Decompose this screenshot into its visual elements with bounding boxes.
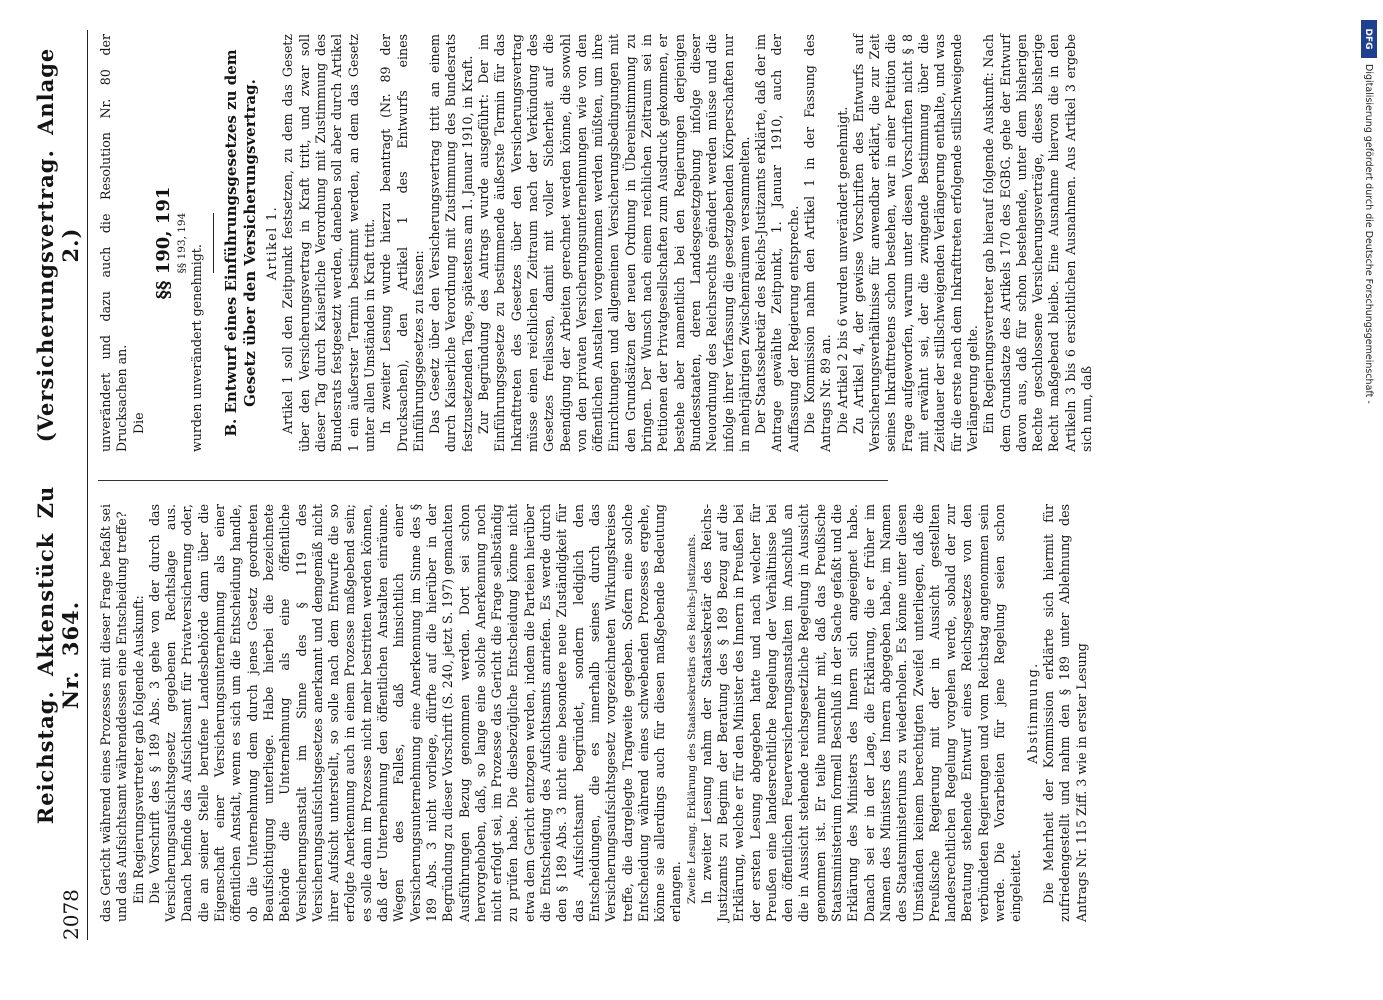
paragraph-r15: Zu Artikel 4, der gewisse Vorschriften des Entwurfs auf Versicherungsverhältnisse für anwendbar erklärt, die zur Zeit seines Inkrafttretens schon bestehen, war in einer Petition die Frage aufgeworfen, warum unter diesen Vorschriften nicht § 8 mit erwähnt sei, der die zwingende Bestimmung über die Zeitdauer der stillschweigenden Verlängerung enthalte, und was für die erste nach dem Inkrafttreten erfolgende stillschweigende Verlängerung gelte. <box>850 34 980 452</box>
paragraph-r4: §§ 193, 194 <box>175 212 188 274</box>
section-separator <box>213 213 214 273</box>
digitization-credit <box>1361 20 1377 490</box>
paragraph-r11: Zur Begründung des Antrags wurde ausgeführt: Der im Einführungsgesetze zu bestimmende äußerste Termin für das Inkrafttreten des Gesetzes über den Versicherungsvertrag müsse einen reichlichen Zeitraum nach der Verkündung des Gesetzes freilassen, damit mit voller Sicherheit auf die Beendigung der Arbeiten gerechnet werden könne, die sowohl von den privaten Versicherungsunternehmungen wie von den öffentlichen Anstalten vorgenommen werden müßten, um ihre Einrichtungen und allgemeinen Versicherungsbedingungen mit den Grundsätzen der neuen Ordnung in Übereinstimmung zu bringen. Der Wunsch nach einem reichlichen Zeitraum sei in Petitionen der Privatgesellschaften zum Ausdruck gekommen, er bestehe aber namentlich bei den Regierungen derjenigen Bundesstaaten, deren Landesgesetzgebung infolge dieser Neuordnung des Reichsrechts geändert werden müsse und die infolge ihrer Verfassung die gesetzgebenden Körperschaften nur in mehrjährigen Zwischenräumen versammelten. <box>476 34 752 452</box>
paragraph-r7: Artikel 1. <box>264 205 280 281</box>
paragraph-p7: Die Mehrheit der Kommission erklärte sich hiermit für zufriedengestellt und nahm den § 189 unter Ablehnung des Antrags Nr. 115 Ziff. 3 wie in erster Lesung <box>1040 504 1089 922</box>
paragraph-p1: das Gericht während eines Prozesses mit dieser Frage befaßt sei und das Aufsichtsamt währenddessen eine Entscheidung treffe? <box>98 504 130 922</box>
paragraph-p3: Die Vorschrift des § 189 Abs. 3 gehe von der durch das Versicherungsaufsichtsgesetz gegebenen Rechtslage aus. Danach befinde das Aufsichtsamt für Privatversicherung oder, die an seiner Stelle berufene Landesbehörde dann über die Eigenschaft einer Versicherungsunternehmung als einer öffentlichen Anstalt, wenn es sich um die Entscheidung handle, ob die Unternehmung dem durch jenes Gesetz geordneten Beaufsichtigung unterliege. Habe hierbei die bezeichnete Behörde die Unternehmung als eine öffentliche Versicherungsanstalt im Sinne des § 119 des Versicherungsaufsichtsgesetzes anerkannt und demgemäß nicht ihrer Aufsicht unterstellt, so solle nach dem Entwurfe die so erfolgte Anerkennung auch in einem Prozesse maßgebend sein; es solle dann im Prozesse nicht mehr bestritten werden können, daß der Unternehmung den öffentlichen Anstalten einräume. Wegen des Falles, daß hinsichtlich einer Versicherungsunternehmung eine Anerkennung im Sinne des § 189 Abs. 3 nicht vorliege, dürfte auf die hierüber in der Begründung zu dieser Vorschrift (S. 240, jetzt S. 197) gemachten Ausführungen Bezug genommen werden. Dort sei schon hervorgehoben, daß, so lange eine solche Anerkennung noch nicht erfolgt sei, im Prozesse das Gericht die Frage selbständig zu prüfen habe. Die diesbezügliche Entscheidung könne nicht etwa dem Gericht entzogen werden, indem die Parteien hierüber die Entscheidung des Aufsichtsamts anriefen. Es werde durch den § 189 Abs. 3 nicht eine besondere neue Zuständigkeit für das Aufsichtsamt begründet, sondern lediglich den Entscheidungen, die es innerhalb seines durch das Versicherungsaufsichtsgesetz vorgezeichneten Wirkungskreises treffe, die dargelegte Tragweite gegeben. Sofern eine solche Entscheidung während eines schwebenden Prozesses ergehe, könne sie allerdings auch für diesen maßgebende Bedeutung erlangen. <box>146 504 684 922</box>
paragraph-r16: Ein Regierungsvertreter gab hierauf folgende Auskunft: Nach dem Grundsatze des Artikels 170 des EGBG. gehe der Entwurf davon aus, daß für schon bestehende, unter dem bisherigen Rechte geschlossene Versicherungsverträge, dieses bisherige Recht maßgebend bleibe. Eine Ausnahme hiervon die in den Artikeln 3 bis 6 ersichtlichen Ausnahmen. Aus Artikel 3 ergebe sich nun, daß <box>981 34 1095 452</box>
paragraph-p6: Abstimmung. <box>1024 662 1040 764</box>
column-divider <box>98 480 888 481</box>
paragraph-r13: Die Kommission nahm den Artikel 1 in der Fassung des Antrags Nr. 89 an. <box>801 34 834 452</box>
paragraph-r14: Die Artikel 2 bis 6 wurden unverändert genehmigt. <box>834 106 850 434</box>
paragraph-r6: B. Entwurf eines Einführungsgesetzes zu dem Gesetz über den Versicherungsvertrag. <box>222 49 260 437</box>
left-running-title: Reichstag. Aktenstück Zu Nr. 364. <box>33 485 83 825</box>
paragraph-r2: Die <box>130 412 146 434</box>
paragraph-p5: In zweiter Lesung nahm der Staatssekretär des Reichs-Justizamts zu Beginn der Beratung des § 189 Bezug auf die Erklärung, welche er für den Minister des Innern in Preußen bei der ersten Lesung abgegeben hatte und nach welcher für Preußen eine landesrechtliche Regelung der Verhältnisse bei den öffentlichen Feuerversicherungsanstalten im Anschluß an die in Aussicht stehende reichsgesetzliche Regelung in Aussicht genommen ist. Er teilte nunmehr mit, daß das Preußische Staatsministerium formell Beschluß in der Sache gefaßt und die Erklärung des Ministers des Innern sich angeeignet habe. Danach sei er in der Lage, die Erklärung, die er früher im Namen des Ministers des Innern abgegeben habe, im Namen des Staatsministeriums zu wiederholen. Es könne unter diesen Umständen keinem berechtigten Zweifel unterliegen, daß die Preußische Regierung mit der in Aussicht gestellten landesrechtlichen Regelung vorgehen werde, sobald der zur Beratung stehende Entwurf eines Reichsgesetzes von den verbündeten Regierungen und vom Reichstag angenommen sein werde. Die Vorarbeiten für jene Regelung seien schon eingeleitet. <box>698 504 1024 922</box>
right-column <box>98 34 1095 452</box>
paragraph-r3: §§ 190, 191 <box>152 186 174 300</box>
digitization-credit-text: Digitalisierung gefördert durch die Deutsche Forschungsgemeinschaft - <box>1363 64 1374 404</box>
left-column <box>98 504 1089 922</box>
right-running-title: (Versicherungsvertrag. Anlage 2.) <box>33 47 83 443</box>
paragraph-r1: unverändert und dazu auch die Resolution Nr. 80 der Drucksachen an. <box>98 34 130 452</box>
dfg-logo-icon <box>1361 20 1377 58</box>
paragraph-p4: Zweite Lesung. Erklärung des Staatssekretärs des Reichs-Justizamts. <box>685 533 698 904</box>
page-number: 2078 <box>59 889 83 940</box>
paragraph-r8: Artikel 1 soll den Zeitpunkt festsetzen, zu dem das Gesetz über den Versicherungsvertrag in Kraft tritt, und zwar soll dieser Tag durch Kaiserliche Verordnung mit Zustimmung des Bundesrats festgesetzt werden, daneben soll aber durch Artikel 1 ein äußerster Termin bestimmt werden, an dem das Gesetz unter allen Umständen in Kraft tritt. <box>280 34 377 452</box>
dfg-logo-text: DFG <box>1363 28 1373 50</box>
paragraph-r5: wurden unverändert genehmigt. <box>188 244 204 452</box>
paragraph-r12: Der Staatssekretär des Reichs-Justizamts erklärte, daß der im Antrage gewählte Zeitpunkt, 1. Januar 1910, auch der Auffassung der Regierung entspreche. <box>753 34 801 452</box>
paragraph-r10: Das Gesetz über den Versicherungsvertrag tritt an einem durch Kaiserliche Verordnung mit Zustimmung des Bundesrats festzusetzenden Tage, spätestens am 1. Januar 1910, in Kraft. <box>427 34 475 452</box>
paragraph-p2: Ein Regierungsvertreter gab folgende Auskunft: <box>130 595 146 904</box>
page-header <box>33 30 88 940</box>
paragraph-r9: In zweiter Lesung wurde hierzu beantragt (Nr. 89 der Drucksachen), den Artikel 1 des Entwurfs eines Einführungsgesetzes zu fassen: <box>378 34 426 452</box>
